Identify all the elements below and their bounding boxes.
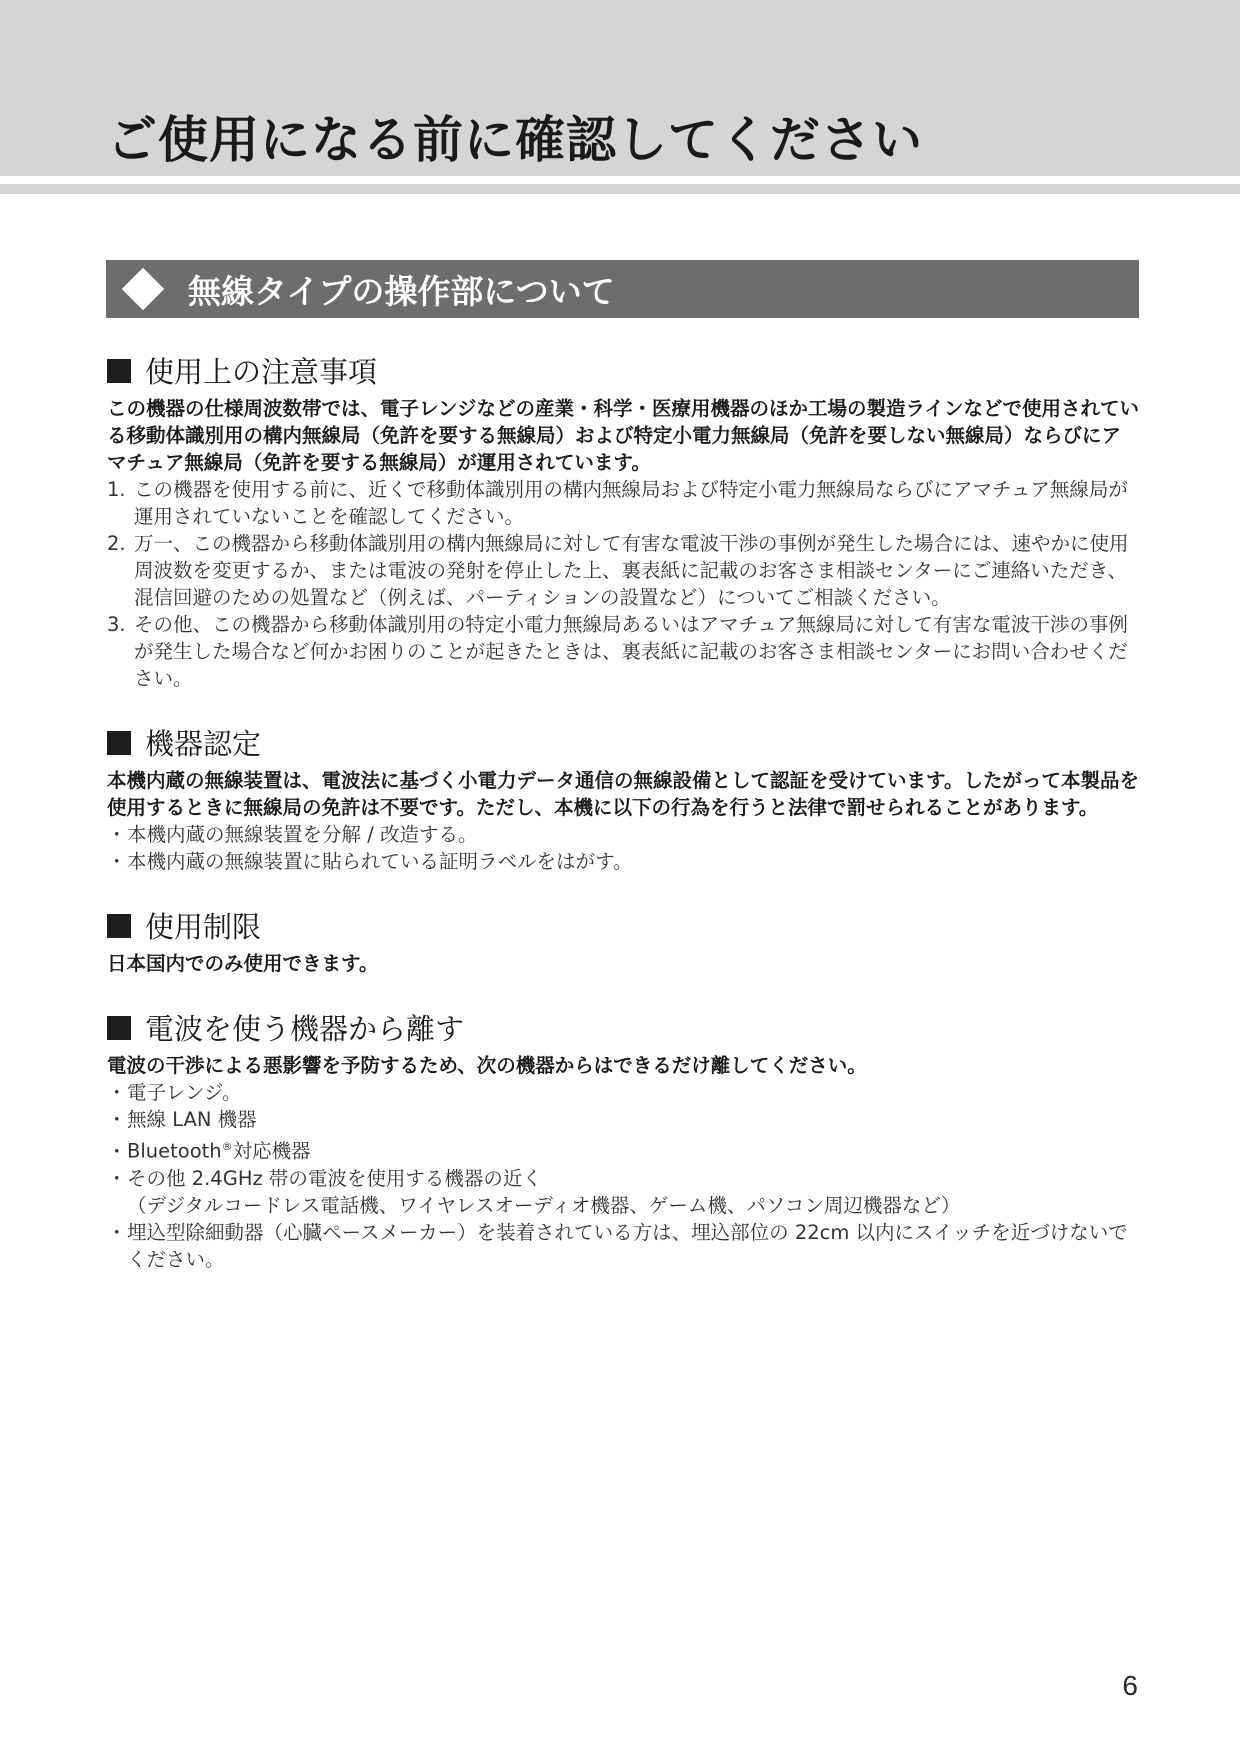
header-rule (0, 184, 1240, 194)
square-bullet-icon (107, 1016, 131, 1040)
list-item (107, 1219, 1140, 1273)
item-text: その他、この機器から移動体識別用の特定小電力無線局あるいはアマチュア無線局に対して有害な電波干渉の事例が発生した場合など何かお困りのことが起きたときは、裏表紙に記載のお客さま相談センターにお問い合わせください。 (134, 613, 1128, 690)
page-title: ご使用になる前に確認してください (107, 111, 923, 169)
square-bullet-icon (107, 731, 131, 755)
certification-list (107, 821, 1140, 875)
certification-heading (107, 722, 1140, 763)
precautions-list (107, 476, 1140, 692)
list-item (107, 476, 1140, 530)
section-title: 無線タイプの操作部について (188, 271, 615, 311)
item-text: 無線 LAN 機器 (127, 1108, 257, 1131)
item-number: 1. (107, 478, 126, 501)
item-text: 埋込型除細動器（心臓ペースメーカー）を装着されている方は、埋込部位の 22cm 以内にスイッチを近づけないでください。 (127, 1220, 1128, 1271)
precautions-heading (107, 350, 1140, 391)
page-number: 6 (1122, 1670, 1138, 1701)
list-item (107, 1133, 1140, 1165)
restriction-lead: 日本国内でのみ使用できます。 (107, 952, 379, 975)
item-text: その他 2.4GHz 帯の電波を使用する機器の近く (127, 1166, 542, 1190)
restriction-section (107, 905, 1140, 977)
list-item (107, 530, 1140, 611)
bluetooth-name: Bluetooth (127, 1139, 222, 1163)
content (107, 350, 1140, 1273)
bullet-mark: ・ (107, 1220, 127, 1244)
certification-section (107, 722, 1140, 875)
bullet-mark: ・ (107, 1108, 127, 1131)
list-item (107, 848, 1140, 875)
bullet-mark: ・ (107, 1139, 127, 1163)
list-item (107, 1165, 1140, 1219)
item-text: 電子レンジ。 (127, 1081, 242, 1104)
precautions-lead: この機器の仕様周波数帯では、電子レンジなどの産業・科学・医療用機器のほか工場の製造ラインなどで使用されている移動体識別用の構内無線局（免許を要する無線局）および特定小電力無線局（免許を要しない無線局）ならびにアマチュア無線局（免許を要する無線局）が運用されています。 (107, 397, 1139, 474)
distance-heading-text: 電波を使う機器から離す (145, 1012, 465, 1046)
item-detail: （デジタルコードレス電話機、ワイヤレスオーディオ機器、ゲーム機、パソコン周辺機器など） (127, 1193, 961, 1217)
list-item (107, 821, 1140, 848)
bullet-mark: ・ (107, 850, 127, 873)
list-item (107, 1106, 1140, 1133)
item-text: 万一、この機器から移動体識別用の構内無線局に対して有害な電波干渉の事例が発生した場合には、速やかに使用周波数を変更するか、または電波の発射を停止した上、裏表紙に記載のお客さま相談センターにご連絡いただき、混信回避のための処置など（例えば、パーティションの設置など）についてご相談ください。 (134, 532, 1129, 609)
item-number: 3. (107, 613, 126, 636)
restriction-heading (107, 905, 1140, 946)
square-bullet-icon (107, 359, 131, 383)
item-text: この機器を使用する前に、近くで移動体識別用の構内無線局および特定小電力無線局ならびにアマチュア無線局が運用されていないことを確認してください。 (134, 478, 1128, 528)
bullet-mark: ・ (107, 823, 127, 846)
item-text: 本機内蔵の無線装置を分解 / 改造する。 (127, 823, 478, 846)
diamond-icon (122, 268, 164, 310)
bluetooth-suffix: 対応機器 (232, 1139, 311, 1163)
certification-heading-text: 機器認定 (145, 727, 262, 761)
bullet-mark: ・ (107, 1081, 127, 1104)
bullet-mark: ・ (107, 1166, 127, 1190)
distance-lead: 電波の干渉による悪影響を予防するため、次の機器からはできるだけ離してください。 (107, 1054, 867, 1077)
item-number: 2. (107, 532, 126, 555)
precautions-section (107, 350, 1140, 692)
distance-heading (107, 1007, 1140, 1048)
list-item (107, 1079, 1140, 1106)
list-item (107, 611, 1140, 692)
certification-lead: 本機内蔵の無線装置は、電波法に基づく小電力データ通信の無線設備として認証を受けています。したがって本製品を使用するときに無線局の免許は不要です。ただし、本機に以下の行為を行うと法律で罰せられることがあります。 (107, 769, 1139, 819)
registered-mark: ® (221, 1140, 233, 1153)
restriction-heading-text: 使用制限 (145, 910, 262, 944)
section-bar (106, 260, 1139, 318)
item-text: 本機内蔵の無線装置に貼られている証明ラベルをはがす。 (127, 850, 633, 873)
distance-section (107, 1007, 1140, 1273)
square-bullet-icon (107, 914, 131, 938)
precautions-heading-text: 使用上の注意事項 (145, 355, 378, 389)
distance-list (107, 1079, 1140, 1273)
